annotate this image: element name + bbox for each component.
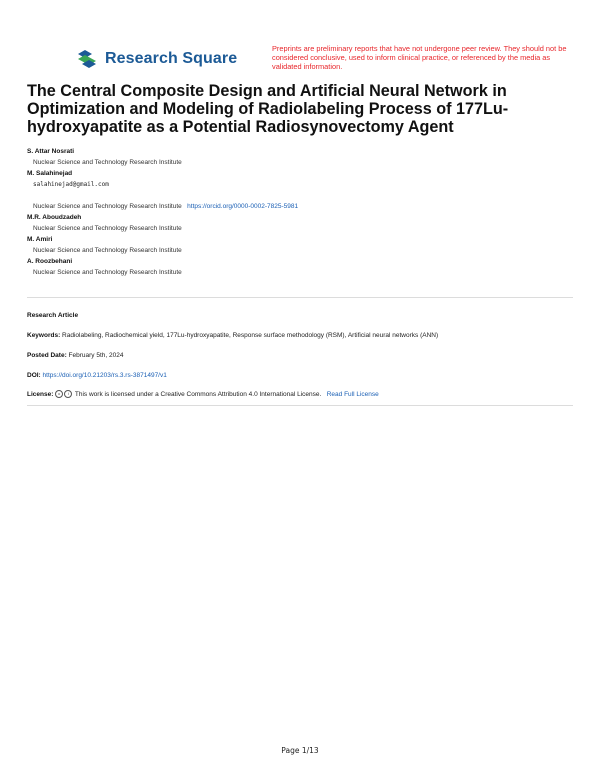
author-email[interactable]: salahinejad@gmail.com — [33, 181, 109, 188]
orcid-link[interactable]: https://orcid.org/0000-0002-7825-5981 — [187, 203, 299, 210]
divider — [27, 297, 573, 298]
divider — [27, 405, 573, 406]
research-square-logo[interactable] — [75, 48, 237, 70]
article-type: Research Article — [27, 312, 79, 319]
keywords-label: Keywords: — [27, 332, 61, 339]
keywords-row — [27, 331, 587, 341]
paper-title: The Central Composite Design and Artificial Neural Network in Optimization and Modeling of Radiolabeling Process of 177Lu-hydroxyapatite as a Potential Radiosynovectomy Agent — [27, 82, 509, 136]
author-affiliation: Nuclear Science and Technology Research Institute — [33, 269, 182, 276]
doi-label: DOI: — [27, 372, 41, 379]
by-icon: i — [64, 390, 72, 398]
research-square-logo-icon — [75, 48, 99, 70]
posted-date: February 5th, 2024 — [68, 352, 124, 359]
posted-date-row — [27, 351, 587, 361]
page-number: Page 1/13 — [281, 746, 319, 755]
keywords-text: Radiolabeling, Radiochemical yield, 177Lu-hydroxyapatite, Response surface methodology (RSM), Artificial neural networks (ANN) — [62, 332, 439, 339]
author-name: M. Salahinejad — [27, 170, 73, 177]
preprint-notice: Preprints are preliminary reports that have not undergone peer review. They should not be considered conclusive, used to inform clinical practice, or referenced by the media as validated information. — [272, 44, 567, 71]
read-full-license-link[interactable]: Read Full License — [326, 391, 379, 398]
cc-icon: c — [55, 390, 63, 398]
author-affiliation: Nuclear Science and Technology Research Institute — [33, 247, 182, 254]
doi-link[interactable]: https://doi.org/10.21203/rs.3.rs-3871497/v1 — [42, 372, 167, 379]
doi-row — [27, 371, 587, 381]
author-name: A. Roozbehani — [27, 258, 73, 265]
author-affiliation: Nuclear Science and Technology Research Institute — [33, 203, 182, 210]
logo-text: Research Square — [105, 50, 238, 67]
author-name: M.R. Aboudzadeh — [27, 214, 82, 221]
author-list — [27, 146, 587, 278]
license-text: This work is licensed under a Creative Commons Attribution 4.0 International License. — [74, 391, 322, 398]
author-name: M. Amiri — [27, 236, 53, 243]
author-affiliation: Nuclear Science and Technology Research Institute — [33, 159, 182, 166]
license-row — [27, 390, 587, 400]
author-affiliation: Nuclear Science and Technology Research Institute — [33, 225, 182, 232]
posted-date-label: Posted Date: — [27, 352, 67, 359]
license-label: License: — [27, 391, 54, 398]
author-name: S. Attar Nosrati — [27, 148, 75, 155]
author-affiliation-row — [27, 201, 587, 212]
